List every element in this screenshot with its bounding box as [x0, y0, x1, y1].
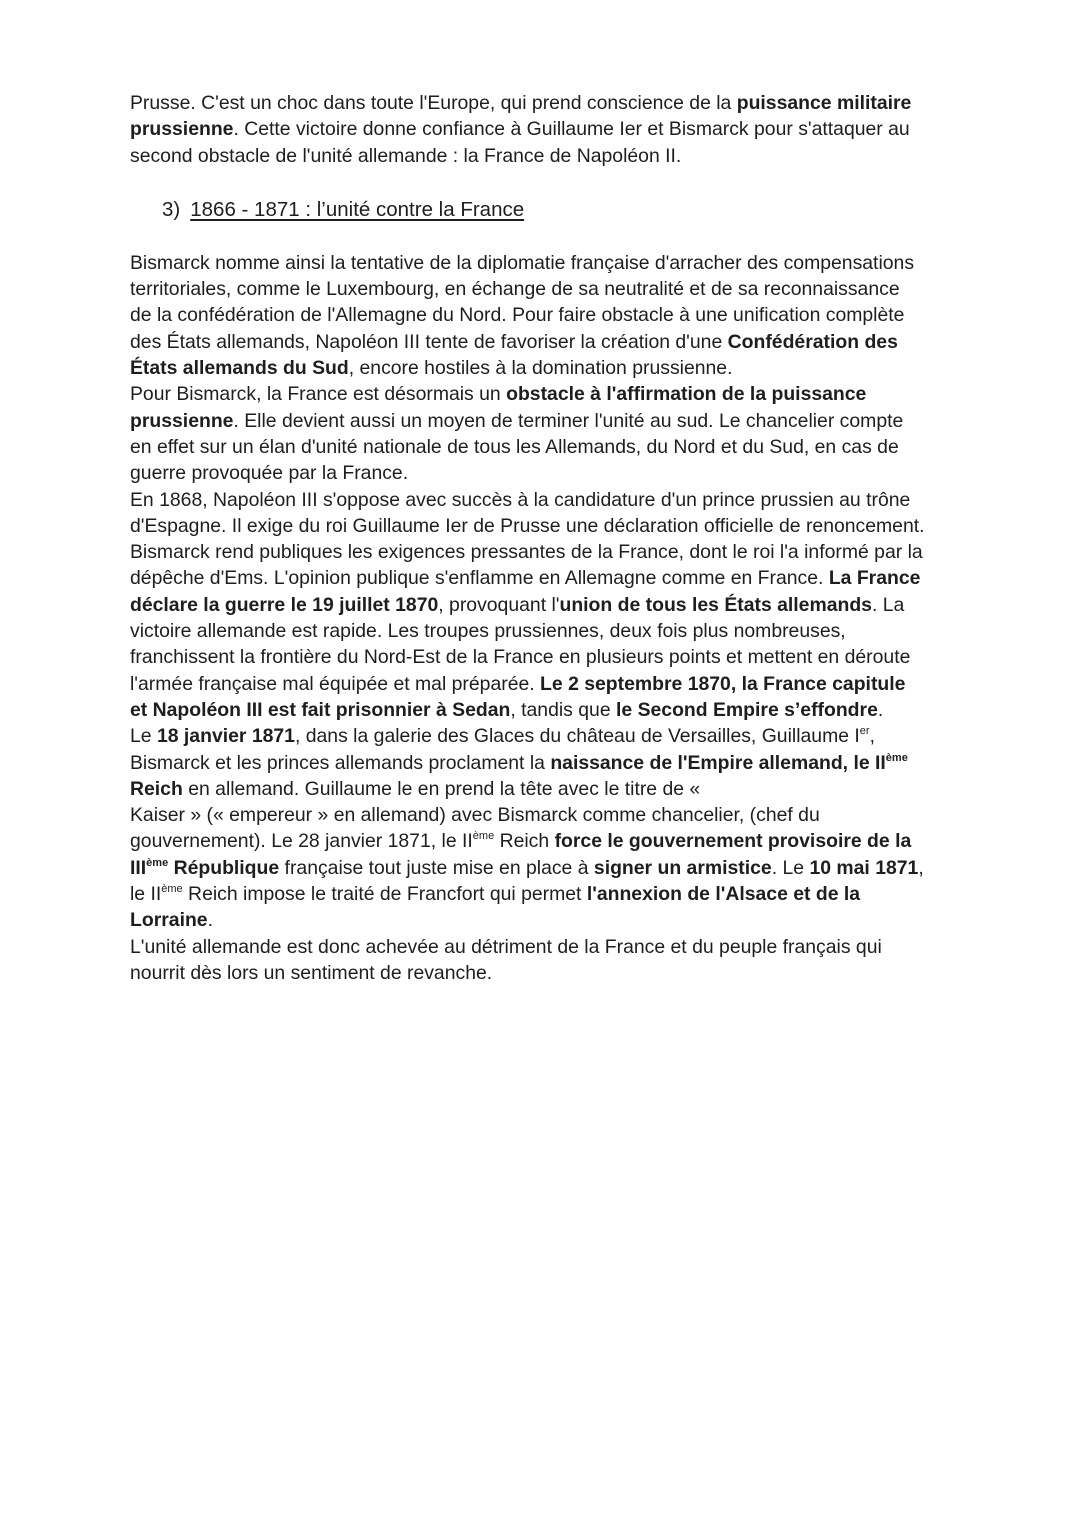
text-run: , [918, 856, 924, 879]
text-line [130, 750, 960, 776]
text-line [130, 381, 960, 407]
bold-text: prussienne [130, 409, 234, 432]
text-run: le II [130, 883, 162, 906]
bold-text: force le gouvernement provisoire de la [554, 830, 912, 853]
text-line [130, 907, 960, 933]
text-run: , provoquant l' [438, 593, 560, 616]
bold-text: le Second Empire s’effondre [616, 698, 878, 721]
section-heading [130, 197, 960, 223]
bold-text: 18 janvier 1871 [156, 725, 295, 748]
document-page [130, 90, 960, 986]
text-run: nourrit dès lors un sentiment de revanche. [130, 961, 493, 984]
text-line [130, 828, 960, 854]
text-line [130, 960, 960, 986]
text-line [130, 592, 960, 618]
text-run: l'armée française mal équipée et mal préparée. [130, 672, 541, 695]
text-line [130, 671, 960, 697]
bold-text: III [130, 856, 147, 879]
text-run: française tout juste mise en place à [279, 856, 594, 879]
text-run: Bismarck nomme ainsi la tentative de la diplomatie française d'arracher des compensations [130, 251, 915, 274]
text-line [130, 565, 960, 591]
text-line [130, 143, 960, 169]
text-line [130, 329, 960, 355]
bold-text: obstacle à l'affirmation de la puissance [506, 383, 867, 406]
text-run: guerre provoquée par la France. [130, 462, 409, 485]
text-run: , [869, 725, 875, 748]
text-run: , encore hostiles à la domination prussienne. [348, 357, 733, 380]
bold-text: puissance militaire [736, 92, 912, 114]
text-run: En 1868, Napoléon III s'oppose avec succès à la candidature d'un prince prussien au trône [130, 488, 911, 511]
superscript: ème [472, 830, 495, 843]
section-title: 1866 - 1871 : l’unité contre la France [190, 197, 525, 221]
text-run: L'unité allemande est donc achevée au détriment de la France et du peuple français qui [130, 935, 882, 958]
bold-text: naissance de l'Empire allemand, le II [550, 751, 886, 774]
text-run: . Elle devient aussi un moyen de terminer l'unité au sud. Le chancelier compte [233, 409, 904, 432]
text-run: en allemand. Guillaume le en prend la tête avec le titre de « [182, 777, 701, 800]
text-line [130, 276, 960, 302]
text-run: second obstacle de l'unité allemande : la France de Napoléon II. [130, 144, 682, 167]
text-run: victoire allemande est rapide. Les troupes prussiennes, deux fois plus nombreuses, [130, 620, 846, 643]
text-run: territoriales, comme le Luxembourg, en échange de sa neutralité et de sa reconnaissance [130, 278, 900, 301]
text-run: gouvernement). Le 28 janvier 1871, le II [130, 830, 473, 853]
text-run: d'Espagne. Il exige du roi Guillaume Ier de Prusse une déclaration officielle de renoncement. [130, 514, 925, 537]
section-number: 3) [162, 197, 181, 221]
text-run: dépêche d'Ems. L'opinion publique s'enflamme en Allemagne comme en France. [130, 567, 829, 590]
text-run: franchissent la frontière du Nord-Est de la France en plusieurs points et mettent en déroute [130, 646, 911, 669]
superscript: ème [885, 751, 908, 764]
intro-paragraph [130, 90, 960, 169]
bold-text: union de tous les États allemands [559, 593, 872, 616]
text-run: , dans la galerie des Glaces du château de Versailles, Guillaume I [294, 725, 860, 748]
bold-text: Confédération des [727, 330, 898, 353]
text-line [130, 250, 960, 276]
text-line [130, 644, 960, 670]
text-line [130, 723, 960, 749]
bold-text: États allemands du Sud [130, 357, 349, 380]
bold-text: Lorraine [130, 909, 208, 932]
bold-text: République [168, 856, 280, 879]
text-run: Reich impose le traité de Francfort qui permet [182, 883, 587, 906]
text-run: Le [130, 725, 157, 748]
text-line [130, 802, 960, 828]
text-run: . [207, 909, 213, 932]
text-run: Reich [494, 830, 555, 853]
text-line [130, 116, 960, 142]
bold-text: La France [828, 567, 921, 590]
text-line [130, 697, 960, 723]
text-run: de la confédération de l'Allemagne du Nord. Pour faire obstacle à une unification complète [130, 304, 905, 327]
superscript: ème [146, 856, 169, 869]
text-line [130, 539, 960, 565]
bold-text: et Napoléon III est fait prisonnier à Sedan [130, 698, 511, 721]
text-line [130, 881, 960, 907]
text-run: . [877, 698, 884, 721]
superscript: ème [161, 883, 183, 896]
text-line [130, 408, 960, 434]
text-run: . La [871, 593, 905, 616]
text-line [130, 302, 960, 328]
bold-text: Reich [130, 777, 183, 800]
text-line [130, 487, 960, 513]
bold-text: 10 mai 1871 [809, 856, 919, 879]
text-run: . Cette victoire donne confiance à Guillaume Ier et Bismarck pour s'attaquer au [233, 118, 910, 141]
text-run: Pour Bismarck, la France est désormais un [130, 383, 507, 406]
text-line [130, 355, 960, 381]
text-line [130, 855, 960, 881]
text-run: en effet sur un élan d'unité nationale de tous les Allemands, du Nord et du Sud, en cas de [130, 435, 899, 458]
text-run: des États allemands, Napoléon III tente de favoriser la création d'une [130, 330, 728, 353]
text-run: Bismarck et les princes allemands proclament la [130, 751, 551, 774]
text-line [130, 934, 960, 960]
bold-text: signer un armistice [593, 856, 772, 879]
text-run: Prusse. C'est un choc dans toute l'Europe, qui prend conscience de la [130, 92, 737, 114]
text-line [130, 434, 960, 460]
text-run: , tandis que [510, 698, 617, 721]
bold-text: déclare la guerre le 19 juillet 1870 [130, 593, 439, 616]
text-run: Kaiser » (« empereur » en allemand) avec Bismarck comme chancelier, (chef du [130, 804, 820, 827]
bold-text: l'annexion de l'Alsace et de la [586, 883, 861, 906]
text-line [130, 618, 960, 644]
text-run: . Le [771, 856, 810, 879]
section-body [130, 250, 960, 986]
bold-text: prussienne [130, 118, 234, 141]
text-line [130, 513, 960, 539]
text-line [130, 776, 960, 802]
text-line [130, 90, 960, 116]
text-line [130, 460, 960, 486]
text-run: Bismarck rend publiques les exigences pressantes de la France, dont le roi l'a informé par la [130, 541, 923, 564]
superscript: er [859, 725, 870, 738]
bold-text: Le 2 septembre 1870, la France capitule [540, 672, 906, 695]
